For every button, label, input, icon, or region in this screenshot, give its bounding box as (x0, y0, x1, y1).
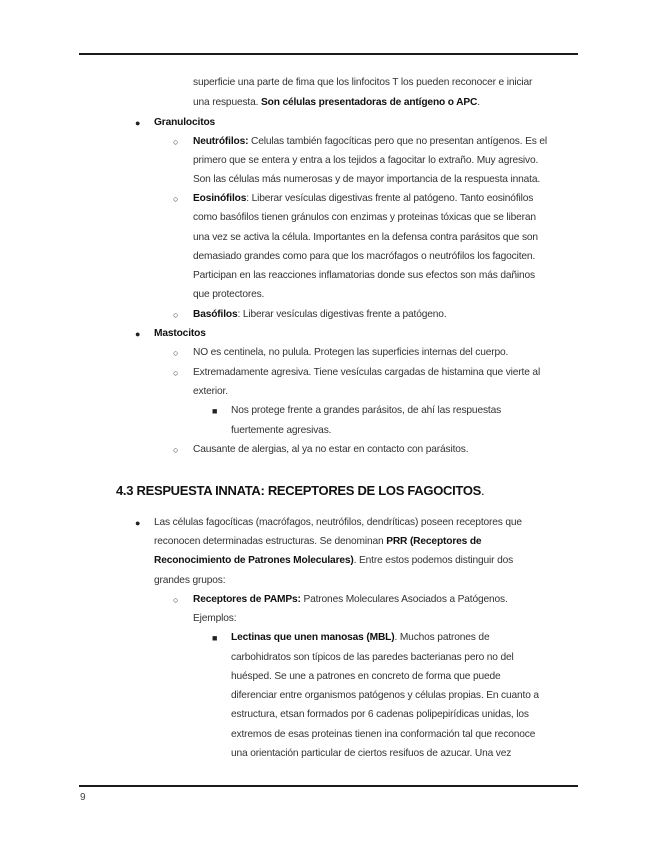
text-line (193, 211, 536, 225)
bold-text: Receptores de PAMPs: (193, 594, 301, 605)
text-segment: Las células fagocíticas (macrófagos, neutrófilos, dendríticas) poseen receptores que (154, 517, 522, 528)
text-line (231, 728, 535, 742)
text-segment: Patrones Moleculares Asociados a Patógenos. (300, 594, 508, 605)
text-segment: . Entre estos podemos distinguir dos (353, 555, 514, 566)
text-line (193, 593, 508, 607)
bold-text: Lectinas que unen manosas (MBL) (231, 632, 395, 643)
bullet-lectinas: ■ (212, 633, 218, 643)
text-line (193, 443, 468, 457)
text-line (193, 96, 480, 110)
text-line (193, 288, 264, 302)
text-segment: que protectores. (193, 289, 265, 300)
bullet-parasitos: ■ (212, 406, 218, 416)
text-line (193, 308, 447, 322)
text-segment: extremos de esas proteinas tienen ina conformación tal que reconoce (231, 729, 536, 740)
text-line (193, 173, 540, 187)
text-segment: como basófilos tienen gránulos con enzimas y proteinas tóxicas que se liberan (193, 212, 536, 223)
text-segment: demasiado grandes como para que los macrófagos o neutrófilos los fagociten. (193, 251, 536, 262)
bullet-pamps: ○ (173, 595, 179, 605)
text-segment: Ejemplos: (193, 613, 237, 624)
bullet-basofilos: ○ (173, 310, 179, 320)
text-segment: NO es centinela, no pulula. Protegen las superficies internas del cuerpo. (193, 347, 509, 358)
text-segment: Participan en las reacciones inflamatorias donde sus efectos son más dañinos (193, 270, 535, 281)
text-segment: superficie una parte de fima que los linfocitos T los pueden reconocer e iniciar (193, 77, 533, 88)
text-segment: . Muchos patrones de (394, 632, 490, 643)
bold-text: Basófilos (193, 309, 238, 320)
text-line (154, 116, 215, 130)
text-line (193, 385, 228, 399)
text-segment: reconocen determinadas estructuras. Se denominan (154, 536, 387, 547)
text-line (231, 424, 331, 438)
header-rule (79, 53, 578, 55)
bullet-eosinofilos: ○ (173, 194, 179, 204)
bold-text: Son células presentadoras de antígeno o APC (260, 97, 478, 108)
footer-rule (79, 785, 578, 787)
text-segment: estructura, etsan formados por 6 cadenas polipepirídicas unidas, los (231, 709, 529, 720)
text-line (193, 76, 532, 90)
text-line (231, 404, 501, 418)
text-segment: : Liberar vesículas digestivas frente al patógeno. Tanto eosinófilos (246, 193, 534, 204)
bullet-granulocitos: ● (135, 118, 141, 128)
text-segment: . (477, 97, 480, 108)
bullet-neutrofilos: ○ (173, 137, 179, 147)
text-line (193, 154, 538, 168)
text-line (193, 612, 236, 626)
text-segment: una orientación particular de ciertos resifuos de azucar. Una vez (231, 748, 512, 759)
text-line (193, 250, 535, 264)
text-segment: primero que se entera y entra a los tejidos a fagocitar lo extraño. Muy agresivo. (193, 155, 539, 166)
bullet-agresiva: ○ (173, 368, 179, 378)
section-heading: 4.3 RESPUESTA INNATA: RECEPTORES DE LOS FAGOCITOS. (116, 483, 485, 498)
text-line (231, 631, 489, 645)
text-segment: fuertemente agresivas. (231, 425, 332, 436)
text-line (154, 554, 513, 568)
bold-text: Neutrófilos: (193, 136, 249, 147)
text-line (193, 135, 547, 149)
bold-text: Mastocitos (154, 328, 206, 339)
bold-text: PRR (Receptores de (386, 536, 482, 547)
text-segment: una vez se activa la célula. Importantes en la defensa contra parásitos que son (193, 232, 538, 243)
text-line (193, 346, 508, 360)
text-segment: huésped. Se une a patrones en concreto de forma que puede (231, 671, 501, 682)
text-line (193, 366, 540, 380)
bullet-centinela: ○ (173, 348, 179, 358)
text-line (154, 574, 225, 588)
text-segment: : Liberar vesículas digestivas frente a patógeno. (237, 309, 447, 320)
text-segment: Extremadamente agresiva. Tiene vesículas cargadas de histamina que vierte al (193, 367, 541, 378)
text-segment: Celulas también fagocíticas pero que no presentan antígenos. Es el (248, 136, 547, 147)
text-line (193, 231, 538, 245)
text-segment: Nos protege frente a grandes parásitos, de ahí las respuestas (231, 405, 502, 416)
text-line (193, 192, 533, 206)
bold-text: Eosinófilos (193, 193, 247, 204)
text-line (231, 651, 514, 665)
text-segment: exterior. (193, 386, 228, 397)
bold-text: Reconocimiento de Patrones Moleculares) (154, 555, 354, 566)
text-line (231, 747, 511, 761)
text-line (154, 535, 481, 549)
bullet-alergias: ○ (173, 445, 179, 455)
bold-text: Granulocitos (154, 117, 216, 128)
text-line (231, 708, 529, 722)
text-segment: carbohidratos son típicos de las paredes bacterianas pero no del (231, 652, 514, 663)
text-line (231, 689, 539, 703)
text-segment: Causante de alergias, al ya no estar en contacto con parásitos. (193, 444, 469, 455)
text-line (154, 327, 206, 341)
bullet-fagociticas: ● (135, 518, 141, 528)
text-segment: una respuesta. (193, 97, 261, 108)
text-segment: grandes grupos: (154, 575, 226, 586)
text-segment: Son las células más numerosas y de mayor importancia de la respuesta innata. (193, 174, 541, 185)
text-line (231, 670, 501, 684)
page-number: 9 (80, 792, 86, 803)
text-line (193, 269, 535, 283)
text-line (154, 516, 522, 530)
bullet-mastocitos: ● (135, 329, 141, 339)
text-segment: diferenciar entre organismos patógenos y células propias. En cuanto a (231, 690, 539, 701)
